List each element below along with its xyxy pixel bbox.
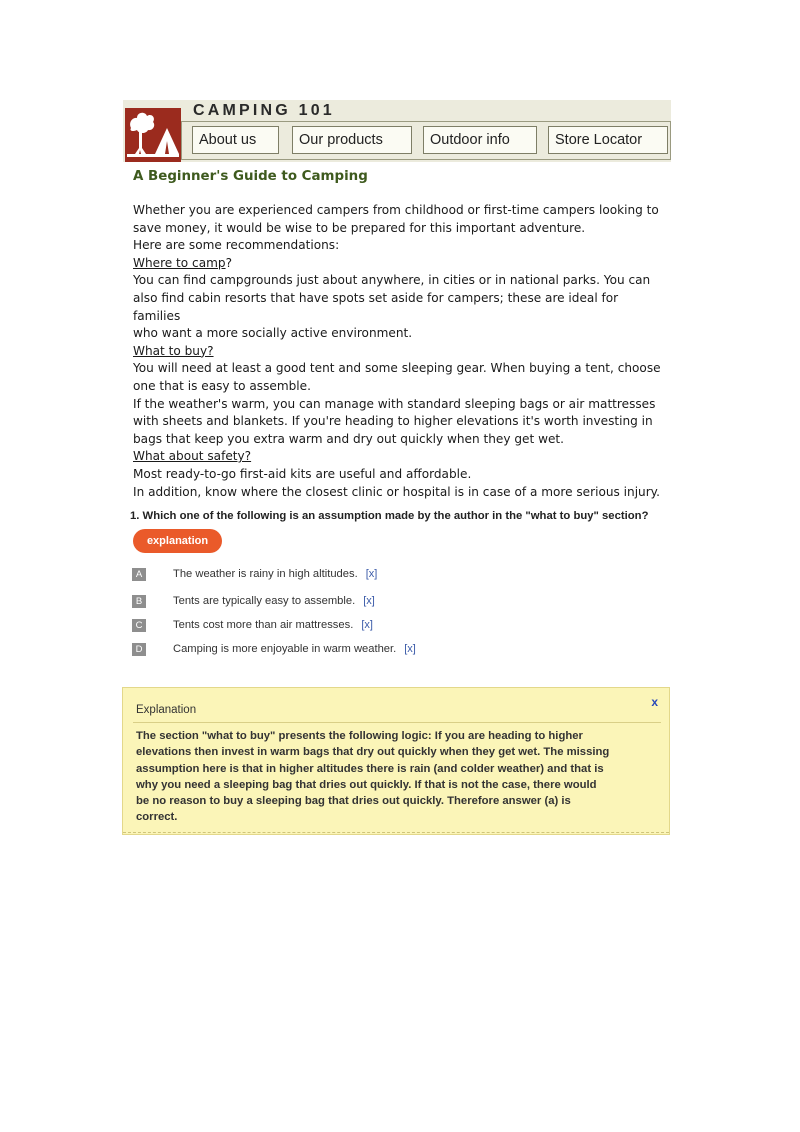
explanation-title: Explanation	[136, 704, 197, 716]
explanation-line: why you need a sleeping bag that dries out quickly. If that is not the case, there would	[136, 778, 597, 791]
article-body	[133, 202, 669, 501]
article-line: Whether you are experienced campers from childhood or first-time campers looking to	[133, 203, 659, 217]
close-icon[interactable]: x	[651, 695, 658, 709]
explanation-line: correct.	[136, 811, 178, 824]
explanation-button[interactable]: explanation	[133, 529, 222, 553]
explanation-line: be no reason to buy a sleeping bag that dries out quickly. Therefore answer (a) is	[136, 795, 571, 808]
article-line: Here are some recommendations:	[133, 238, 340, 253]
option-text[interactable]: Tents are typically easy to assemble. [x]	[173, 595, 375, 607]
article-line: one that is easy to assemble.	[133, 378, 311, 393]
explanation-line: elevations then invest in warm bags that dry out quickly when they get wet. The missing	[136, 746, 610, 759]
nav-outdoor-info[interactable]: Outdoor info	[423, 126, 537, 154]
divider	[133, 722, 661, 723]
article-line: Most ready-to-go first-aid kits are useful and affordable.	[133, 466, 472, 481]
remove-option-b-button[interactable]: [x]	[363, 595, 375, 607]
article-line: who want a more socially active environment.	[133, 326, 413, 341]
remove-option-d-button[interactable]: [x]	[404, 643, 416, 655]
explanation-body	[136, 728, 658, 826]
option-text[interactable]: The weather is rainy in high altitudes. [x]	[173, 568, 378, 580]
article-line: save money, it would be wise to be prepared for this important adventure.	[133, 220, 586, 235]
remove-option-c-button[interactable]: [x]	[361, 619, 373, 631]
tree-tent-logo-icon[interactable]	[125, 108, 181, 162]
article-line: In addition, know where the closest clinic or hospital is in case of a more serious injury.	[133, 484, 660, 499]
article-line: If the weather's warm, you can manage with standard sleeping bags or air mattresses	[133, 396, 656, 411]
option-letter-b[interactable]: B	[132, 595, 146, 608]
nav-about-us[interactable]: About us	[192, 126, 279, 154]
option-letter-d[interactable]: D	[132, 643, 146, 656]
site-header	[123, 100, 671, 162]
option-letter-c[interactable]: C	[132, 619, 146, 632]
explanation-line: assumption here is that in higher altitudes there is rain (and colder weather) and that is	[136, 762, 604, 775]
section-heading-what-to-buy: What to buy?	[133, 343, 214, 358]
explanation-line: The section "what to buy" presents the following logic: If you are heading to higher	[136, 730, 583, 742]
remove-option-a-button[interactable]: [x]	[365, 568, 378, 580]
nav-store-locator[interactable]: Store Locator	[548, 126, 668, 154]
explanation-panel	[122, 687, 670, 835]
main-nav	[181, 121, 671, 160]
section-heading-where-to-camp: Where to camp?	[133, 255, 232, 270]
site-title: CAMPING 101	[193, 102, 335, 119]
nav-our-products[interactable]: Our products	[292, 126, 412, 154]
article-title: A Beginner's Guide to Camping	[133, 169, 368, 184]
section-heading-what-about-safety: What about safety?	[133, 449, 252, 464]
article-line: also find cabin resorts that have spots set aside for campers; these are ideal for families	[133, 290, 619, 323]
article-line: You will need at least a good tent and some sleeping gear. When buying a tent, choose	[133, 361, 661, 376]
article-line: You can find campgrounds just about anywhere, in cities or in national parks. You can	[133, 273, 651, 288]
divider	[123, 832, 669, 833]
option-text[interactable]: Camping is more enjoyable in warm weather. [x]	[173, 643, 416, 655]
camping-website	[123, 100, 671, 499]
option-letter-a[interactable]: A	[132, 568, 146, 581]
article-line: bags that keep you extra warm and dry out quickly when they get wet.	[133, 431, 564, 446]
option-text[interactable]: Tents cost more than air mattresses. [x]	[173, 619, 373, 631]
question-text: 1. Which one of the following is an assumption made by the author in the "what to buy" section?	[130, 510, 649, 522]
article-line: with sheets and blankets. If you're heading to higher elevations it's worth investing in	[133, 414, 653, 429]
